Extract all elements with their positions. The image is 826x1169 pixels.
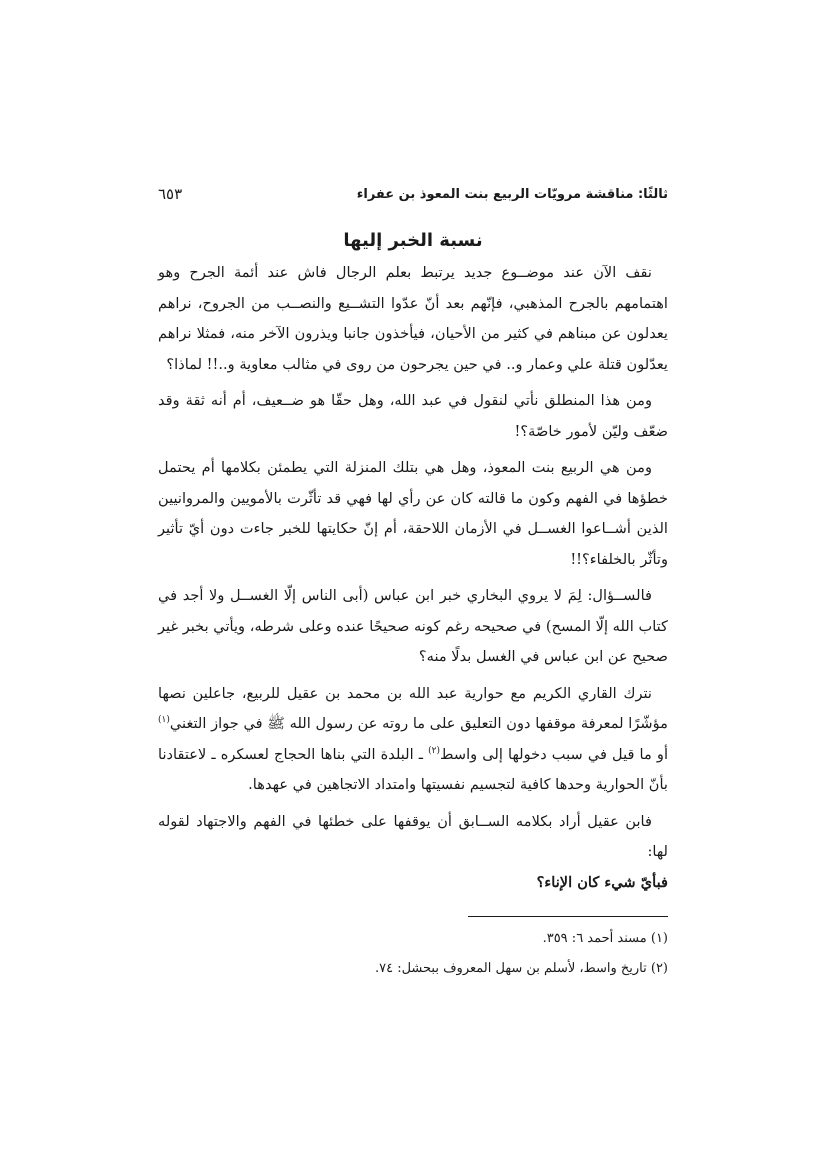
footnote-2: (٢) تاريخ واسط، لأسلم بن سهل المعروف ببحشل: ٧٤. — [374, 961, 668, 976]
paragraph-text: ـ البلدة التي بناها الحجاج لعسكره ـ لاعتقادنا بأنّ الحوارية وحدها كافية لتجسيم نفسيتها وامتداد الاتجاهين في عهدها. — [158, 745, 668, 793]
paragraph-text: فابن عقيل أراد بكلامه الســابق أن يوقفها على خطئها في الفهم والاجتهاد لقوله لها: — [158, 812, 668, 860]
section-heading: نسبة الخبر إليها — [343, 230, 483, 251]
paragraph-text: نترك القاري الكريم مع حوارية عبد الله بن محمد بن عقيل للربيع، جاعلين نصها مؤشّرًا لمعرفة موقفها دون التعليق على ما روته عن رسول الله ﷺ في جواز التغني — [158, 684, 668, 732]
paragraph: ومن هي الربيع بنت المعوذ، وهل هي بتلك المنزلة التي يطمئن بكلامها أم يحتمل خطؤها في الفهم وكون ما قالته كان عن رأي لها فهي قد تأثّرت بالأمويين والمروانيين الذين أشــاعوا الغســل في الأزمان اللاحقة، أم إنّ حكايتها للخبر جاءت دون أيّ تأثير وتأثّر بالخلفاء؟!! — [158, 459, 668, 568]
footnote-ref-1: (١) — [158, 715, 170, 726]
paragraph-text: أو ما قيل في سبب دخولها إلى واسط — [440, 745, 668, 763]
footnote-1: (١) مسند أحمد ٦: ٣٥٩. — [542, 931, 668, 946]
paragraph — [158, 679, 668, 801]
page-number: ٦٥٣ — [158, 185, 183, 203]
running-header — [158, 182, 668, 206]
footnote-divider — [468, 916, 668, 917]
bold-quote: فبأيّ شيء كان الإناء؟ — [536, 873, 668, 891]
paragraph: نقف الآن عند موضــوع جديد يرتبط بعلم الرجال فاش عند أئمة الجرح وهو اهتمامهم بالجرح المذهبي، فإنّهم بعد أنّ عدّوا التشــيع والنصــب من الجروح، نراهم يعدلون عن مبناهم في كثير من الأحيان، فيأخذون جانبا ويذرون الآخر منه، فمثلا نراهم يعدّلون قتلة علي وعمار و.. في حين يجرحون من روى في مثالب معاوية و..!! لماذا؟ — [158, 264, 668, 373]
paragraph: ومن هذا المنطلق نأتي لنقول في عبد الله، وهل حقّا هو ضــعيف، أم أنه ثقة وقد ضعّف وليّن لأمور خاصّة؟! — [158, 392, 668, 440]
paragraph: فالســؤال: لِمَ لا يروي البخاري خبر ابن عباس (أبى الناس إلّا الغســل ولا أجد في كتاب الله إلّا المسح) في صحيحه رغم كونه صحيحًا عنده وعلى شرطه، ويأتي بخبر غير صحيح عن ابن عباس في الغسل بدلًا منه؟ — [158, 587, 668, 665]
paragraph — [158, 807, 668, 899]
body-text — [158, 258, 668, 904]
footnote-ref-2: (٢) — [428, 745, 440, 756]
running-title: ثالثًا: مناقشة مرويّات الربيع بنت المعوذ بن عفراء — [356, 186, 668, 202]
footnotes — [158, 924, 668, 984]
